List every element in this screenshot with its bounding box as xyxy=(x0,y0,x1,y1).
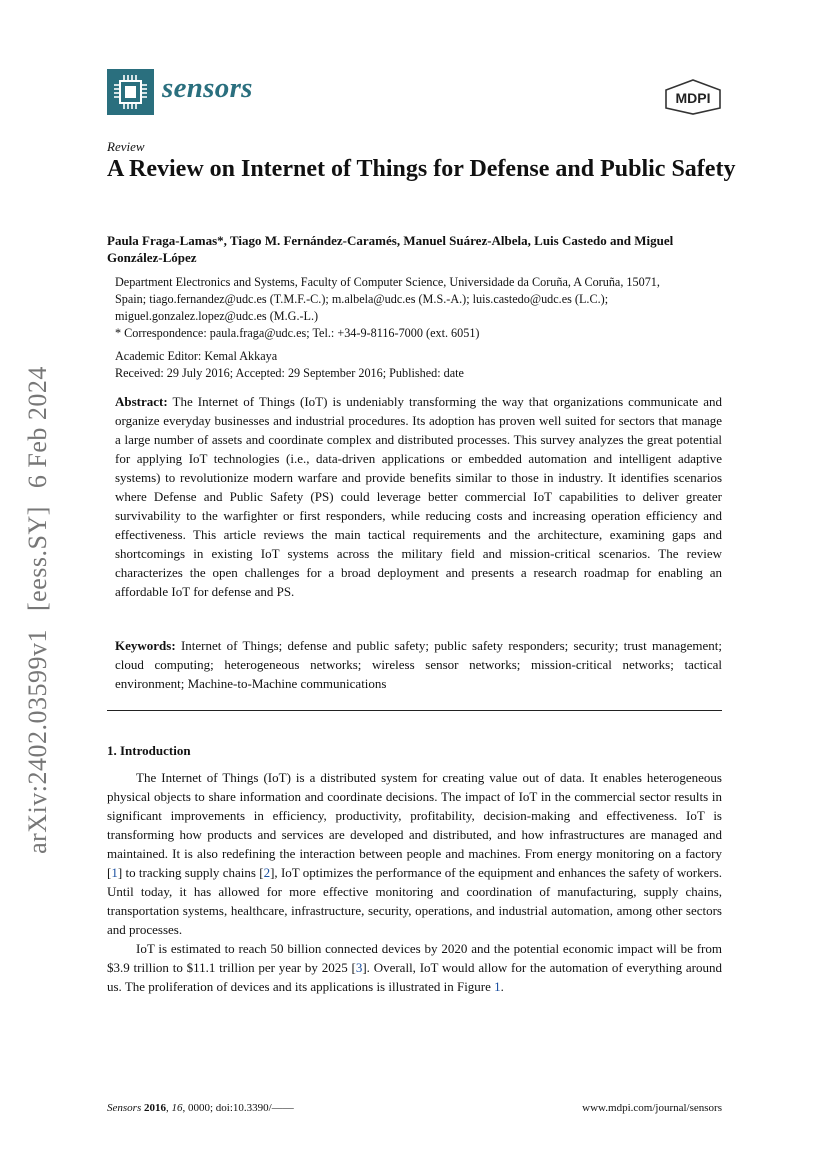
arxiv-id: arXiv:2402.03599v1 xyxy=(23,628,52,854)
paragraph-text: ] to tracking supply chains [ xyxy=(117,865,264,880)
publisher-name: MDPI xyxy=(675,90,711,106)
citation-link[interactable]: 3 xyxy=(355,960,363,975)
footer-journal: Sensors xyxy=(107,1102,142,1114)
citation-link[interactable]: 2 xyxy=(263,865,271,880)
publication-dates: Received: 29 July 2016; Accepted: 29 September 2016; Published: date xyxy=(115,366,464,380)
affiliation-line: Spain; tiago.fernandez@udc.es (T.M.F.-C.); m.albela@udc.es (M.S.-A.); luis.castedo@udc.es (L.C.); xyxy=(115,292,609,306)
arxiv-category: [eess.SY] xyxy=(23,506,52,611)
figure-link[interactable]: 1 xyxy=(494,979,501,994)
arxiv-date: 6 Feb 2024 xyxy=(23,366,52,489)
paragraph-text: The Internet of Things (IoT) is a distributed system for creating value out of data. It enables heterogeneous physical objects to share information and coordinate decisions. The impact of IoT in the commercial sector results in significant improvements in efficiency, productivity, profitability, decision-making and effectiveness. IoT is transforming how products and services are developed and distributed, and how infrastructures are managed and maintained. It is also redefining the interaction between people and machines. From energy monitoring on a factory [ xyxy=(107,770,722,880)
footer-volume: 16 xyxy=(171,1102,183,1114)
affiliation-line: Department Electronics and Systems, Faculty of Computer Science, Universidade da Coruña, A Coruña, 15071, xyxy=(115,275,660,289)
abstract-label: Abstract: xyxy=(115,394,168,409)
paragraph-text: . xyxy=(500,979,504,994)
footer-citation: Sensors 2016, 16, 0000; doi:10.3390/—— xyxy=(107,1102,294,1114)
paragraph-text: ]. Overall, IoT would allow for the automation of everything around us. The proliferation of devices and its applications is illustrated in Figure xyxy=(107,960,723,994)
journal-logo-icon xyxy=(107,69,154,115)
affiliation-block xyxy=(115,274,727,342)
body-paragraph xyxy=(107,768,722,939)
body-paragraph xyxy=(107,939,722,996)
citation-link[interactable]: 1 xyxy=(111,865,118,880)
keywords xyxy=(115,636,722,693)
article-title: A Review on Internet of Things for Defense and Public Safety xyxy=(107,156,736,182)
academic-editor: Academic Editor: Kemal Akkaya xyxy=(115,349,278,363)
footer-doi: , 0000; doi:10.3390/—— xyxy=(182,1102,294,1114)
footer-year: 2016 xyxy=(143,1102,166,1114)
paragraph-text: ], IoT optimizes the performance of the equipment and enhances the safety of workers. Until today, it has allowed for more effective monitoring and coordination of manufacturing, supply chains, transportation systems, healthcare, infrastructure, security, operations, and industrial automation, among other sectors and processes. xyxy=(107,865,723,937)
paragraph-text: IoT is estimated to reach 50 billion connected devices by 2020 and the potential economic impact will be from $3.9 trillion to $11.1 trillion per year by 2025 [ xyxy=(107,941,722,975)
arxiv-stamp xyxy=(23,350,53,870)
keywords-label: Keywords: xyxy=(115,638,176,653)
affiliation-line: miguel.gonzalez.lopez@udc.es (M.G.-L.) xyxy=(115,309,319,323)
article-type: Review xyxy=(107,139,145,154)
journal-name: sensors xyxy=(162,72,253,104)
author-list: Paula Fraga-Lamas*, Tiago M. Fernández-Caramés, Manuel Suárez-Albela, Luis Castedo and Miguel González-López xyxy=(107,233,674,265)
footer-url[interactable]: www.mdpi.com/journal/sensors xyxy=(582,1102,722,1114)
editor-dates-block xyxy=(115,348,727,382)
section-divider xyxy=(107,710,722,711)
correspondence-line: * Correspondence: paula.fraga@udc.es; Tel.: +34-9-8116-7000 (ext. 6051) xyxy=(115,326,480,340)
section-body xyxy=(107,768,722,996)
keywords-text: Internet of Things; defense and public safety; public safety responders; security; trust management; cloud computing; heterogeneous networks; wireless sensor networks; mission-critical networks; tactical environment; Machine-to-Machine communications xyxy=(115,638,723,691)
publisher-logo xyxy=(663,78,723,116)
abstract xyxy=(115,392,722,601)
abstract-text: The Internet of Things (IoT) is undeniably transforming the way that organizations communicate and organize everyday businesses and industrial procedures. Its adoption has proven well suited for sectors that manage a large number of assets and coordinate complex and distributed processes. This survey analyzes the great potential for applying IoT technologies (i.e., data-driven applications or embedded automation and intelligent adaptive systems) to revolutionize modern warfare and provide benefits similar to those in industry. It identifies scenarios where Defense and Public Safety (PS) could leverage better commercial IoT capabilities to deliver greater survivability to the warfighter or first responders, while reducing costs and increasing operation efficiency and effectiveness. This article reviews the main tactical requirements and the architecture, examining gaps and shortcomings in existing IoT systems across the military field and mission-critical scenarios. The review characterizes the open challenges for a broad deployment and presents a research roadmap for enabling an affordable IoT for defense and PS. xyxy=(115,394,723,599)
section-heading: 1. Introduction xyxy=(107,743,191,758)
